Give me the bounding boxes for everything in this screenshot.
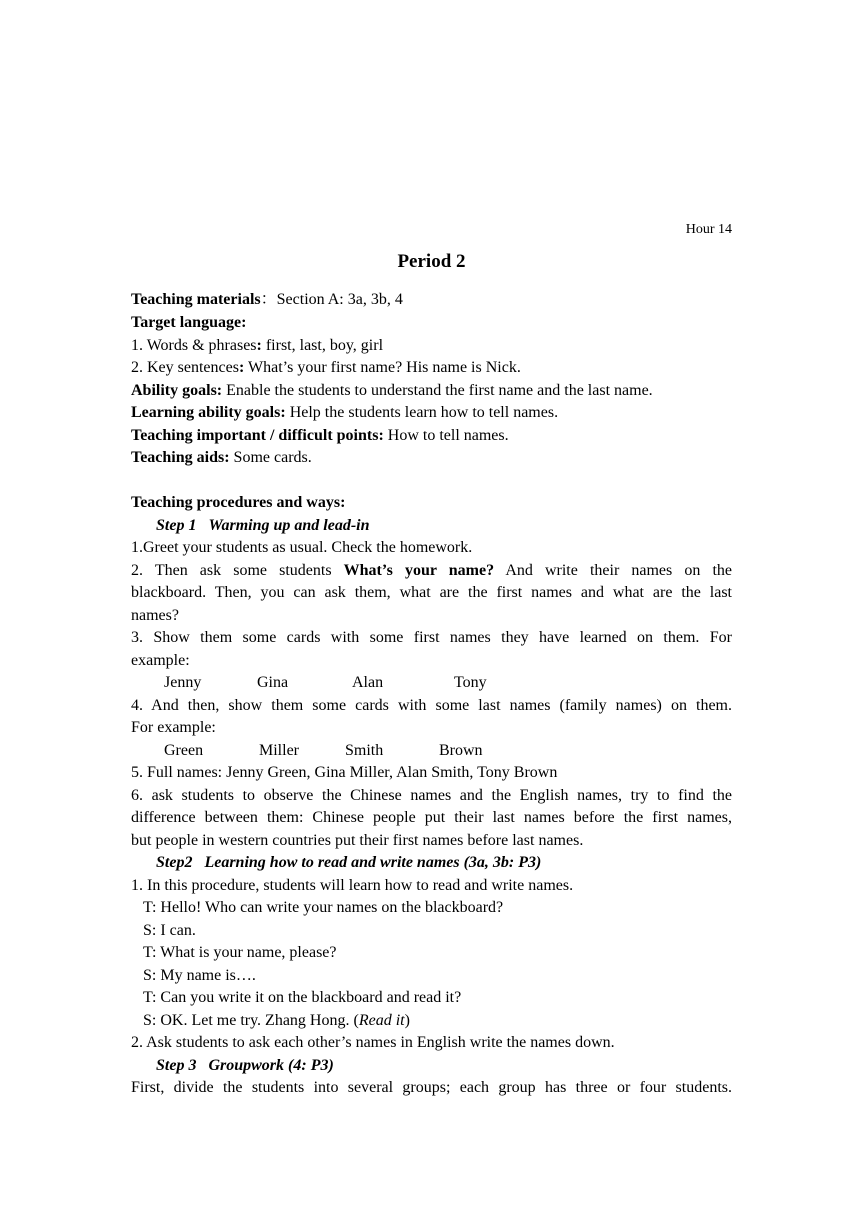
step1-paragraph-2-line-3: names?: [131, 606, 179, 624]
last-name: Brown: [439, 741, 483, 759]
page-title: Period 2: [397, 251, 466, 272]
hour-label: Hour 14: [685, 222, 732, 237]
last-names-row: [131, 740, 732, 763]
first-name: Alan: [352, 674, 384, 691]
first-name: Jenny: [164, 674, 202, 691]
words-phrases: 1. Words & phrases: first, last, boy, girl: [131, 336, 384, 354]
dialogue-line: S: My name is….: [143, 966, 256, 984]
step1-paragraph-3-line-2: example:: [131, 651, 190, 669]
dialogue-line: S: OK. Let me try. Zhang Hong. (Read it): [143, 1011, 410, 1029]
dialogue-line: T: Hello! Who can write your names on the blackboard?: [143, 899, 504, 916]
learning-ability-goals: Learning ability goals: Help the students learn how to tell names.: [131, 404, 559, 421]
step1-paragraph-6-line-2: difference between them: Chinese people put their last names before the first names,: [131, 809, 732, 826]
step2-paragraph-1: 1. In this procedure, students will learn how to read and write names.: [131, 876, 574, 894]
step1-paragraph-4-line-1: 4. And then, show them some cards with some last names (family names) on them.: [131, 696, 732, 714]
dialogue-line: T: Can you write it on the blackboard and read it?: [143, 989, 462, 1006]
last-name: Miller: [259, 741, 299, 759]
step1-heading: Step 1 Warming up and lead-in: [156, 516, 370, 534]
target-language-heading: Target language:: [131, 314, 247, 331]
last-name: Smith: [345, 741, 384, 759]
step1-paragraph-6-line-1: 6. ask students to observe the Chinese names and the English names, try to find the: [131, 786, 732, 804]
step1-paragraph-1: 1.Greet your students as usual. Check the homework.: [131, 539, 473, 556]
step1-paragraph-2-line-1: 2. Then ask some students What’s your name? And write their names on the: [131, 561, 732, 579]
step1-paragraph-5: 5. Full names: Jenny Green, Gina Miller, Alan Smith, Tony Brown: [131, 764, 558, 781]
spacer: [131, 470, 732, 493]
step1-paragraph-6-line-3: but people in western countries put their first names before last names.: [131, 831, 584, 849]
step3-paragraph-1: First, divide the students into several groups; each group has three or four students.: [131, 1079, 732, 1096]
first-names-row: [131, 672, 732, 695]
step2-paragraph-2: 2. Ask students to ask each other’s names in English write the names down.: [131, 1034, 615, 1051]
step3-heading: Step 3 Groupwork (4: P3): [156, 1056, 334, 1074]
dialogue-line: S: I can.: [143, 921, 196, 939]
first-name: Tony: [454, 674, 487, 691]
step1-paragraph-3-line-1: 3. Show them some cards with some first names they have learned on them. For: [131, 629, 732, 646]
step2-heading: Step2 Learning how to read and write names (3a, 3b: P3): [156, 854, 542, 871]
teaching-materials: Teaching materials：Section A: 3a, 3b, 4: [131, 291, 403, 308]
last-name: Green: [164, 741, 204, 759]
document-body: [131, 287, 732, 1100]
first-name: Gina: [257, 674, 289, 691]
step1-paragraph-2-line-2: blackboard. Then, you can ask them, what are the first names and what are the last: [131, 584, 732, 601]
important-difficult-points: Teaching important / difficult points: How to tell names.: [131, 426, 509, 444]
ability-goals: Ability goals: Enable the students to understand the first name and the last name.: [131, 381, 653, 399]
key-sentences: 2. Key sentences: What’s your first name? His name is Nick.: [131, 359, 521, 376]
teaching-aids: Teaching aids: Some cards.: [131, 449, 312, 466]
dialogue-line: T: What is your name, please?: [143, 944, 337, 961]
step1-paragraph-4-line-2: For example:: [131, 719, 216, 736]
procedures-heading: Teaching procedures and ways:: [131, 494, 346, 511]
